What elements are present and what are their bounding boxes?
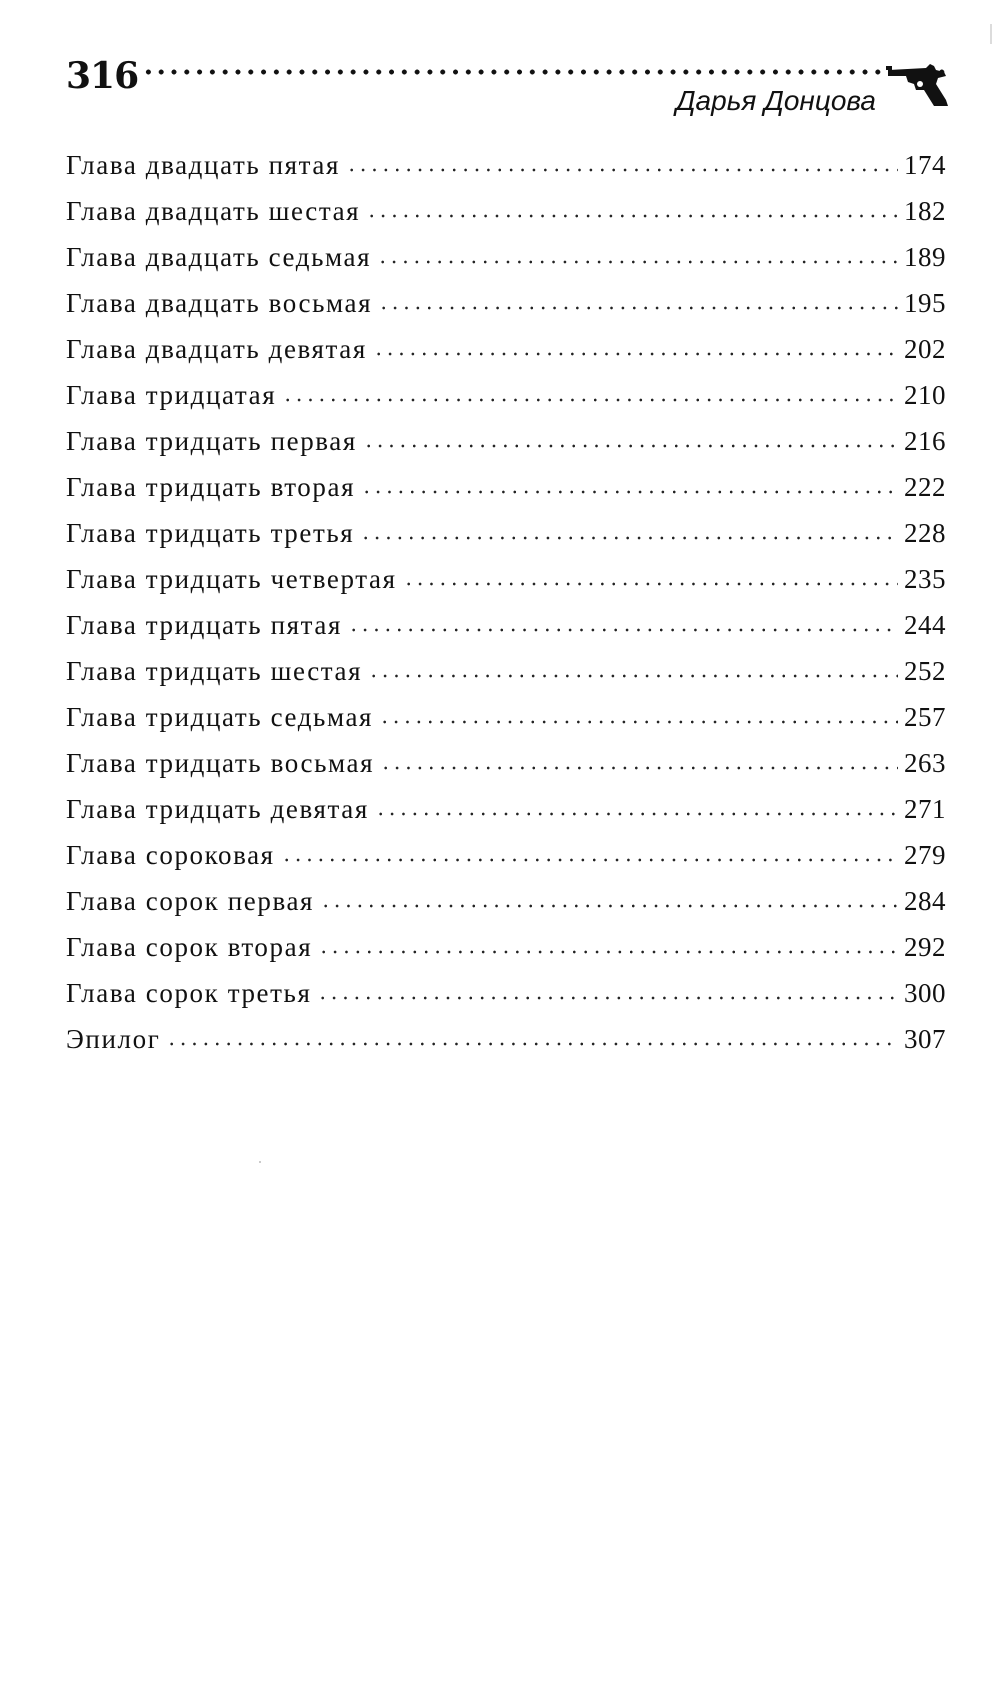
scan-edge-mark (990, 24, 992, 44)
toc-entry-page: 174 (904, 150, 946, 180)
toc-entry-title: Глава тридцать первая (66, 426, 357, 456)
toc-dot-leader (379, 720, 898, 724)
toc-entry-page: 263 (904, 748, 946, 778)
toc-entry (66, 240, 946, 286)
toc-dot-leader (317, 996, 898, 1000)
toc-dot-leader (346, 168, 898, 172)
toc-entry-title: Глава тридцатая (66, 380, 277, 410)
toc-entry-page: 222 (904, 472, 946, 502)
toc-entry (66, 378, 946, 424)
toc-entry-title: Глава тридцать пятая (66, 610, 342, 640)
toc-entry-title: Глава двадцать седьмая (66, 242, 372, 272)
toc-dot-leader (363, 444, 898, 448)
toc-dot-leader (348, 628, 898, 632)
toc-entry (66, 424, 946, 470)
toc-entry (66, 516, 946, 562)
toc-entry-title: Глава двадцать пятая (66, 150, 341, 180)
toc-entry (66, 700, 946, 746)
toc-entry (66, 194, 946, 240)
toc-entry-title: Глава тридцать седьмая (66, 702, 374, 732)
toc-dot-leader (281, 858, 898, 862)
toc-dot-leader (368, 674, 898, 678)
toc-entry (66, 884, 946, 930)
toc-entry (66, 470, 946, 516)
toc-dot-leader (378, 306, 898, 310)
toc-entry (66, 148, 946, 194)
toc-entry (66, 562, 946, 608)
toc-dot-leader (373, 352, 898, 356)
toc-entry-page: 189 (904, 242, 946, 272)
toc-entry-page: 195 (904, 288, 946, 318)
page-number: 316 (66, 55, 139, 97)
revolver-icon (886, 60, 952, 108)
toc-entry (66, 608, 946, 654)
toc-entry-page: 182 (904, 196, 946, 226)
toc-entry-title: Глава сорок третья (66, 978, 312, 1008)
toc-entry (66, 976, 946, 1022)
toc-entry-page: 271 (904, 794, 946, 824)
toc-entry-title: Глава двадцать девятая (66, 334, 367, 364)
toc-dot-leader (375, 812, 898, 816)
toc-entry-page: 210 (904, 380, 946, 410)
scan-speck (259, 1161, 261, 1163)
toc-entry-page: 252 (904, 656, 946, 686)
toc-dot-leader (361, 490, 898, 494)
toc-dot-leader (360, 536, 898, 540)
toc-entry (66, 792, 946, 838)
toc-entry-title: Глава двадцать восьмая (66, 288, 373, 318)
toc-dot-leader (366, 214, 898, 218)
toc-entry-title: Глава тридцать третья (66, 518, 355, 548)
toc-entry-page: 257 (904, 702, 946, 732)
toc-entry (66, 286, 946, 332)
toc-entry-title: Глава тридцать вторая (66, 472, 356, 502)
toc-dot-leader (282, 398, 898, 402)
page-header (66, 56, 946, 116)
toc-entry-title: Глава тридцать девятая (66, 794, 369, 824)
toc-dot-leader (320, 904, 898, 908)
toc-entry-page: 244 (904, 610, 946, 640)
toc-dot-leader (403, 582, 898, 586)
toc-dot-leader (166, 1042, 898, 1046)
toc-dot-leader (380, 766, 898, 770)
toc-entry (66, 746, 946, 792)
toc-entry-title: Глава тридцать шестая (66, 656, 363, 686)
toc-entry-page: 307 (904, 1024, 946, 1054)
toc-dot-leader (318, 950, 898, 954)
table-of-contents (66, 148, 946, 1068)
toc-entry-title: Глава сороковая (66, 840, 275, 870)
toc-entry (66, 654, 946, 700)
header-dotted-rule (142, 68, 952, 76)
toc-entry-page: 292 (904, 932, 946, 962)
toc-entry-title: Глава сорок первая (66, 886, 315, 916)
toc-entry (66, 930, 946, 976)
toc-entry-page: 300 (904, 978, 946, 1008)
toc-entry (66, 838, 946, 884)
toc-entry-title: Глава тридцать восьмая (66, 748, 375, 778)
toc-entry (66, 1022, 946, 1068)
toc-entry-title: Глава двадцать шестая (66, 196, 361, 226)
toc-entry (66, 332, 946, 378)
toc-entry-title: Глава тридцать четвертая (66, 564, 397, 594)
toc-entry-page: 284 (904, 886, 946, 916)
toc-entry-page: 202 (904, 334, 946, 364)
toc-entry-page: 216 (904, 426, 946, 456)
toc-dot-leader (377, 260, 898, 264)
toc-entry-page: 235 (904, 564, 946, 594)
toc-entry-page: 279 (904, 840, 946, 870)
toc-entry-title: Глава сорок вторая (66, 932, 313, 962)
running-head-author: Дарья Донцова (675, 85, 876, 116)
toc-entry-title: Эпилог (66, 1024, 161, 1054)
toc-entry-page: 228 (904, 518, 946, 548)
